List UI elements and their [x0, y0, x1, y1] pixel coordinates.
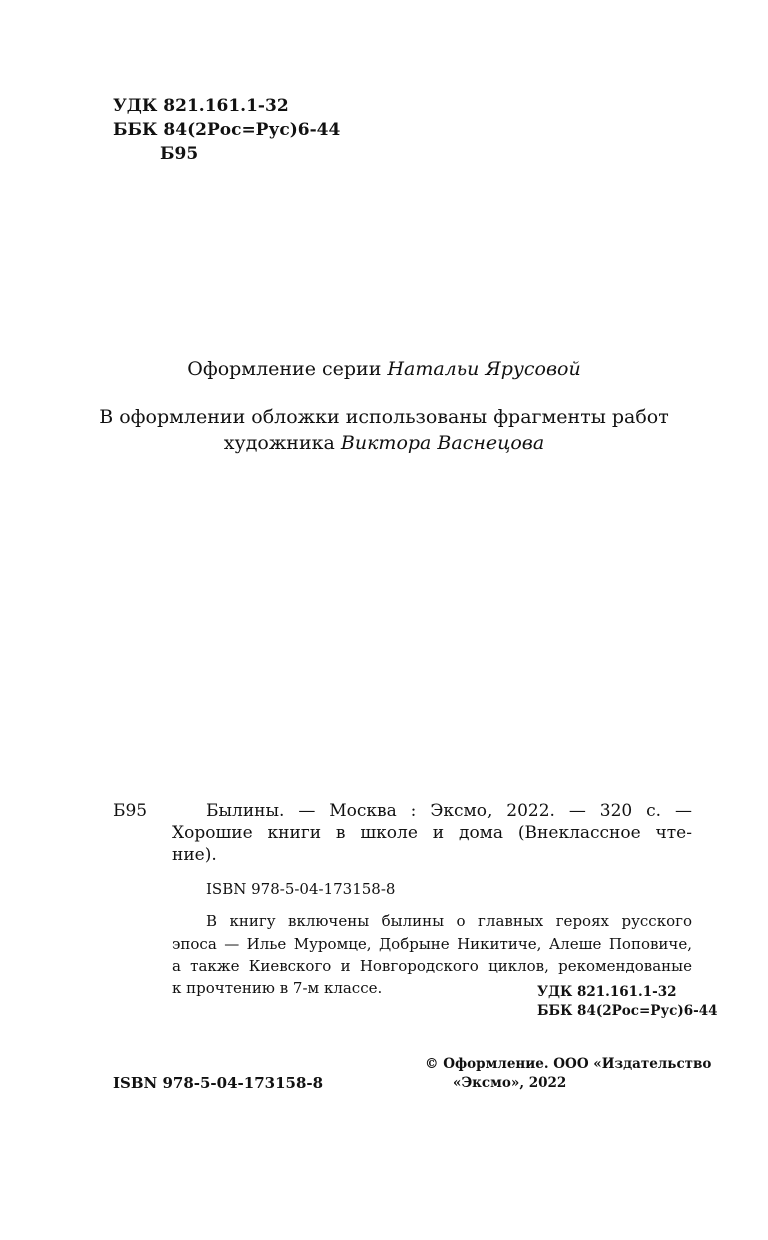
card-udk-code: УДК 821.161.1-32 — [537, 984, 677, 1000]
series-design-credit: Оформление серии Натальи Ярусовой — [187, 358, 581, 380]
catalog-line2: Хорошие книги в школе и дома (Внеклассное чте- — [172, 823, 692, 843]
footer-isbn: ISBN 978-5-04-173158-8 — [113, 1074, 324, 1092]
bbk-code: ББК 84(2Рос=Рус)6-44 — [113, 120, 341, 140]
annotation-line2: эпоса — Илье Муромце, Добрыне Никитиче, Алеше Поповиче, — [172, 935, 692, 953]
cover-credit-line1: В оформлении обложки использованы фрагменты работ — [99, 406, 669, 428]
copyright-line1: © Оформление. ООО «Издательство — [425, 1056, 712, 1072]
catalog-line3: ние). — [172, 845, 217, 865]
card-bbk-code: ББК 84(2Рос=Рус)6-44 — [537, 1003, 718, 1019]
annotation-line3: а также Киевского и Новгородского циклов, рекомендованые — [172, 957, 692, 975]
cover-credit-line2: художника Виктора Васнецова — [223, 432, 545, 454]
annotation-line4: к прочтению в 7-м классе. — [172, 979, 383, 997]
udk-code: УДК 821.161.1-32 — [113, 96, 289, 116]
annotation-line1: В книгу включены былины о главных героях русского — [206, 912, 692, 930]
author-mark: Б95 — [160, 144, 199, 164]
catalog-mark: Б95 — [113, 801, 148, 821]
copyright-line2: «Эксмо», 2022 — [453, 1075, 567, 1091]
catalog-line1: Былины. — Москва : Эксмо, 2022. — 320 с. — — [206, 801, 692, 821]
catalog-isbn: ISBN 978-5-04-173158-8 — [206, 880, 396, 898]
